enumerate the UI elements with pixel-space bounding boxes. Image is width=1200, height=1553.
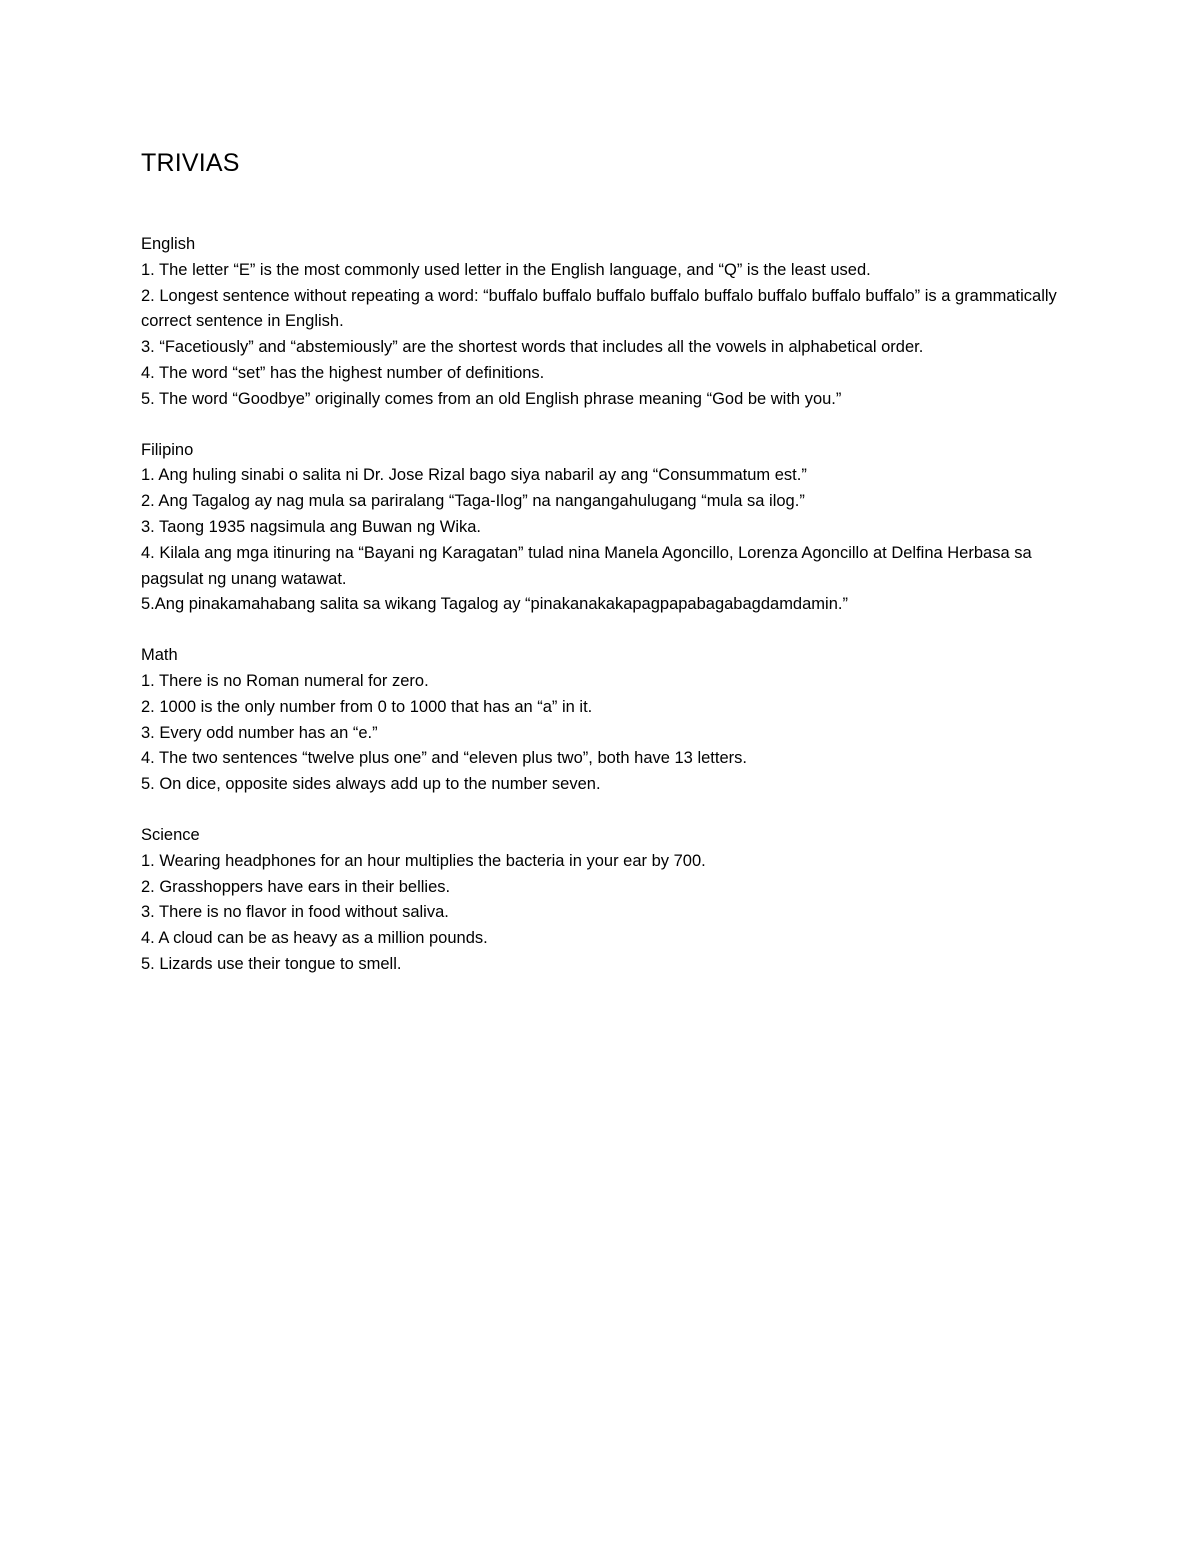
list-item: 2. 1000 is the only number from 0 to 1000 that has an “a” in it. [141,697,593,716]
list-item: 3. “Facetiously” and “abstemiously” are the shortest words that includes all the vowels in alphabetical order. [141,338,924,357]
document-body [141,146,1061,1003]
section-heading: Filipino [141,440,194,459]
section-heading: English [141,235,196,253]
list-item: 1. Ang huling sinabi o salita ni Dr. Jose Rizal bago siya nabaril ay ang “Consummatum est.” [141,466,807,485]
list-item: 3. Every odd number has an “e.” [141,723,378,742]
list-item: 4. The word “set” has the highest number of definitions. [141,363,545,382]
list-item: 5. On dice, opposite sides always add up to the number seven. [141,775,601,794]
trivia-list [141,669,1061,798]
trivia-list [141,849,1061,978]
list-item: 3. Taong 1935 nagsimula ang Buwan ng Wika. [141,517,482,536]
trivia-list [141,258,1061,413]
section-filipino [141,438,1061,619]
section-heading: Math [141,646,178,665]
list-item: 5. The word “Goodbye” originally comes from an old English phrase meaning “God be with you.” [141,389,842,408]
list-item: 5.Ang pinakamahabang salita sa wikang Tagalog ay “pinakanakakapagpapabagabagdamdamin.” [141,595,848,614]
section-heading: Science [141,825,200,844]
list-item: 2. Grasshoppers have ears in their bellies. [141,877,451,896]
section-english [141,232,1061,413]
list-item: 1. There is no Roman numeral for zero. [141,671,429,690]
list-item: 4. Kilala ang mga itinuring na “Bayani ng Karagatan” tulad nina Manela Agoncillo, Lorenza Agoncillo at Delfina Herbasa sa pagsulat ng unang watawat. [141,543,1032,588]
list-item: 5. Lizards use their tongue to smell. [141,954,402,973]
trivia-list [141,463,1061,618]
list-item: 2. Ang Tagalog ay nag mula sa pariralang “Taga-Ilog” na nangangahulugang “mula sa ilog.” [141,492,805,511]
list-item: 2. Longest sentence without repeating a word: “buffalo buffalo buffalo buffalo buffalo buffalo buffalo buffalo” is a grammatically correct sentence in English. [141,286,1057,331]
document-title: TRIVIAS [141,149,240,177]
section-science [141,823,1061,978]
list-item: 4. A cloud can be as heavy as a million pounds. [141,929,488,948]
list-item: 1. Wearing headphones for an hour multiplies the bacteria in your ear by 700. [141,851,706,870]
list-item: 4. The two sentences “twelve plus one” and “eleven plus two”, both have 13 letters. [141,749,747,768]
section-math [141,643,1061,798]
list-item: 3. There is no flavor in food without saliva. [141,903,449,922]
list-item: 1. The letter “E” is the most commonly used letter in the English language, and “Q” is the least used. [141,260,871,279]
